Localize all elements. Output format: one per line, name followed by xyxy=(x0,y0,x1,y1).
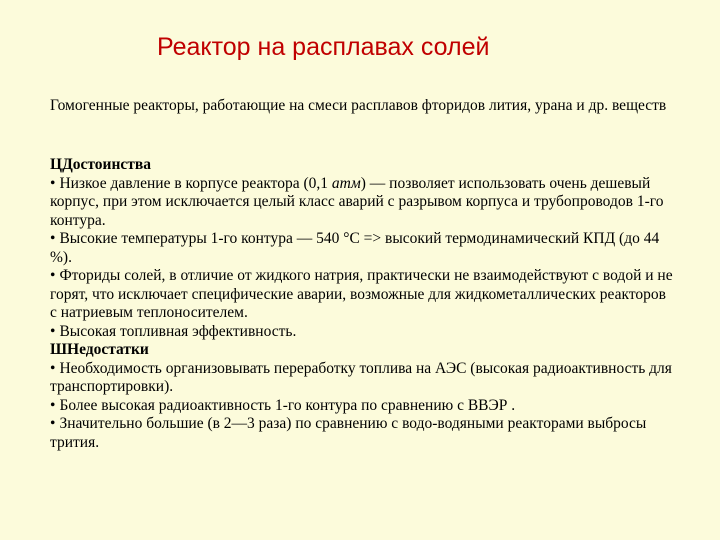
advantage-text: Высокая топливная эффективность. xyxy=(59,322,297,340)
bullet-icon: • xyxy=(50,230,56,247)
disadvantage-text: Необходимость организовывать переработку топлива на АЭС (высокая радиоактивность для транспортировки). xyxy=(50,359,672,395)
bullet-icon: • xyxy=(50,359,56,377)
slide-content xyxy=(50,156,675,452)
advantage-item xyxy=(50,323,675,342)
slide-title: Реактор на расплавах солей xyxy=(157,33,490,61)
advantage-item xyxy=(50,267,675,323)
advantage-text: Низкое давление в корпусе реактора (0,1 xyxy=(59,174,332,192)
disadvantage-item xyxy=(50,397,675,416)
advantage-italic-text: атм xyxy=(331,174,361,192)
advantage-item xyxy=(50,175,675,231)
advantage-text: Высокие температуры 1-го контура — 540 °С => высокий термодинамический КПД (до 44 %). xyxy=(50,230,660,266)
bullet-icon: • xyxy=(50,415,56,432)
advantages-heading-text: Достоинства xyxy=(62,156,151,173)
intro-paragraph: Гомогенные реакторы, работающие на смеси расплавов фторидов лития, урана и др. веществ xyxy=(50,97,667,114)
advantage-item xyxy=(50,230,675,267)
bullet-icon: • xyxy=(50,267,56,284)
advantages-heading xyxy=(50,156,675,175)
bullet-icon: • xyxy=(50,396,56,414)
disadvantage-item xyxy=(50,360,675,397)
bullet-icon: • xyxy=(50,322,56,340)
advantage-text: ) — позволяет использовать очень дешевый корпус, при этом исключается целый класс аварий с разрывом корпуса и трубопроводов 1-го контура. xyxy=(50,174,664,229)
disadvantages-heading xyxy=(50,341,675,360)
advantage-text: Фториды солей, в отличие от жидкого натрия, практически не взаимодействуют с водой и не горят, что исключает специфические аварии, возможные для жидкометаллических реакторов с натриевым теплоносителем. xyxy=(50,267,673,321)
disadvantage-item xyxy=(50,415,675,452)
disadvantage-text: Более высокая радиоактивность 1-го контура по сравнению с ВВЭР . xyxy=(59,396,516,414)
disadvantages-heading-text: Недостатки xyxy=(67,341,149,358)
disadvantage-text: Значительно большие (в 2—3 раза) по сравнению с водо-водяными реакторами выбросы трития. xyxy=(50,415,647,451)
advantages-marker: Ц xyxy=(50,156,63,173)
bullet-icon: • xyxy=(50,174,56,192)
disadvantages-marker: Ш xyxy=(50,341,68,358)
